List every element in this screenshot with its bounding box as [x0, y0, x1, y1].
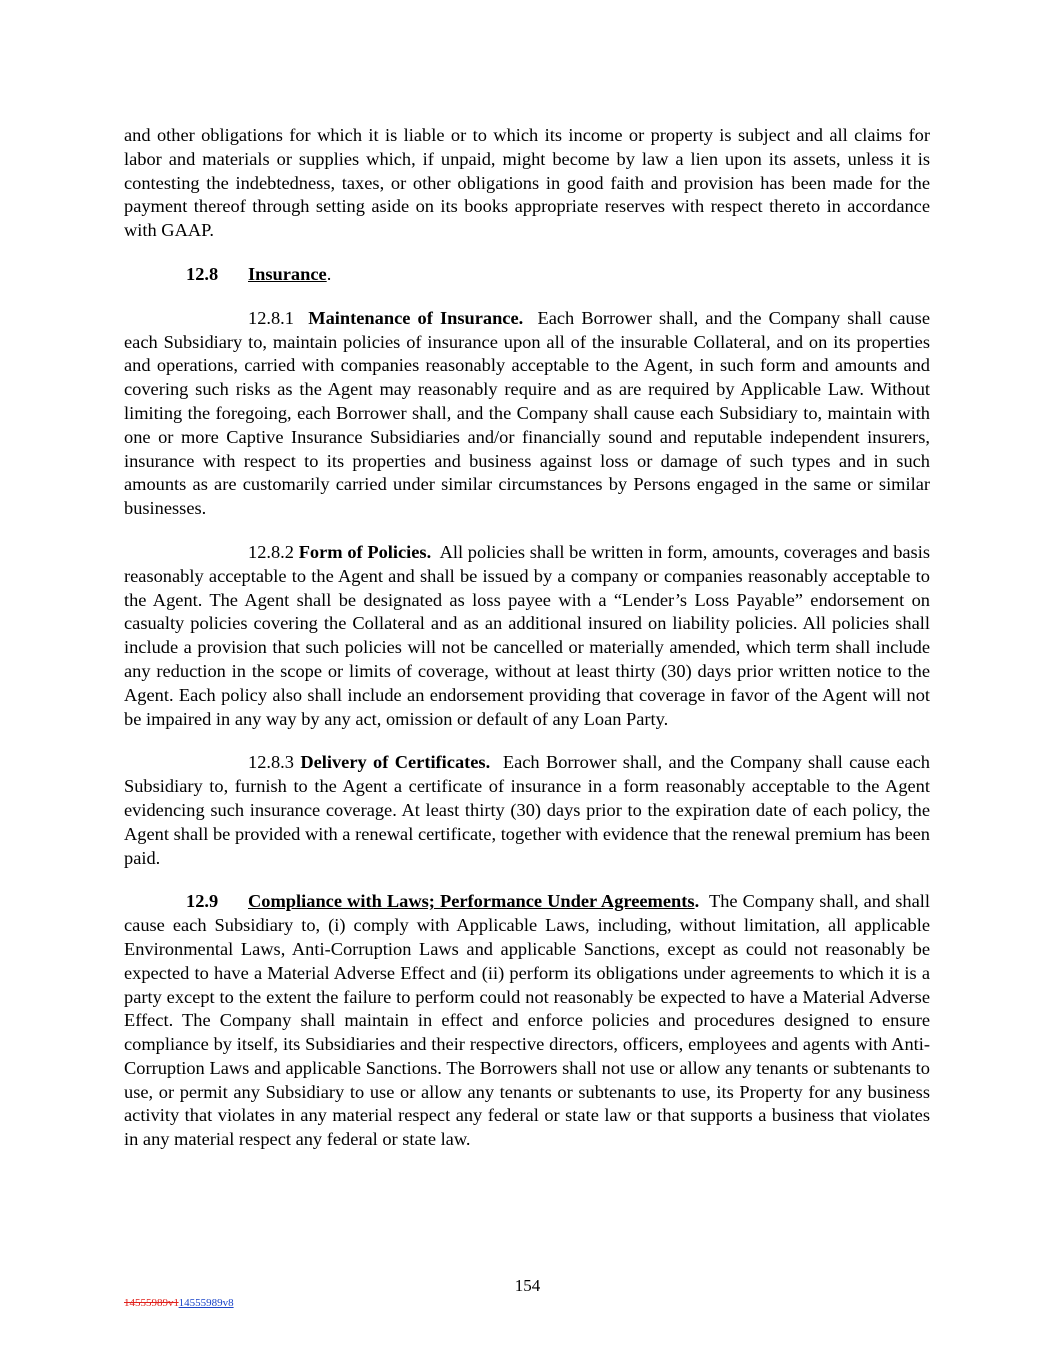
- section-12-8-heading: [124, 263, 930, 287]
- document-id: [124, 1297, 234, 1309]
- subsection-body: All policies shall be written in form, amounts, coverages and basis reasonably acceptable to the Agent and shall be issued by a company or companies reasonably acceptable to the Agent. The Agent shall be designated as loss payee with a “Lender’s Loss Payable” endorsement on casualty policies covering the Collateral and as an additional insured on liability policies. All policies shall include a provision that such policies will not be cancelled or materially amended, which term shall include any reduction in the scope or limits of coverage, without at least thirty (30) days prior written notice to the Agent. Each policy also shall include an endorsement providing that coverage in favor of the Agent will not be impaired in any way by any act, omission or default of any Loan Party.: [124, 541, 930, 729]
- page-number: 154: [514, 1276, 541, 1295]
- subsection-body: Each Borrower shall, and the Company shall cause each Subsidiary to, maintain policies of insurance upon all of the insurable Collateral, and on its properties and operations, carried with companies reasonably acceptable to the Agent, in such form and amounts and covering such risks as the Agent may reasonably require and as are required by Applicable Law. Without limiting the foregoing, each Borrower shall, and the Company shall cause each Subsidiary to, maintain with one or more Captive Insurance Subsidiaries and/or financially sound and reputable independent insurers, insurance with respect to its properties and business against loss or damage of such types and in such amounts as are customarily carried under similar circumstances by Persons engaged in the same or similar businesses.: [124, 307, 930, 519]
- section-number: 12.9: [186, 891, 219, 912]
- document-id-deleted: 14555989v1: [124, 1297, 179, 1309]
- section-12-8-3: [124, 751, 930, 870]
- section-title-suffix: .: [694, 891, 700, 912]
- section-title: Compliance with Laws; Performance Under Agreements: [248, 891, 695, 912]
- section-12-9: [124, 890, 930, 1152]
- subsection-number: 12.8.3: [248, 752, 294, 773]
- section-12-8-2: [124, 541, 930, 731]
- subsection-title: Delivery of Certificates.: [300, 752, 491, 773]
- paragraph-intro: and other obligations for which it is liable or to which its income or property is subject and all claims for labor and materials or supplies which, if unpaid, might become by law a lien upon its assets, unless it is contesting the indebtedness, taxes, or other obligations in good faith and provision has been made for the payment thereof through setting aside on its books appropriate reserves with respect thereto in accordance with GAAP.: [124, 125, 930, 241]
- section-number: 12.8: [186, 263, 219, 284]
- subsection-body: Each Borrower shall, and the Company shall cause each Subsidiary to, furnish to the Agent a certificate of insurance in a form reasonably acceptable to the Agent evidencing such insurance coverage. At least thirty (30) days prior to the expiration date of each policy, the Agent shall be provided with a renewal certificate, together with evidence that the renewal premium has been paid.: [124, 752, 930, 868]
- section-body: The Company shall, and shall cause each Subsidiary to, (i) comply with Applicable Laws, including, without limitation, all applicable Environmental Laws, Anti-Corruption Laws and applicable Sanctions, except as could not reasonably be expected to have a Material Adverse Effect and (ii) perform its obligations under agreements to which it is a party except to the extent the failure to perform could not reasonably be expected to have a Material Adverse Effect. The Company shall maintain in effect and enforce policies and procedures designed to ensure compliance by itself, its Subsidiaries and their respective directors, officers, employees and agents with Anti-Corruption Laws and applicable Sanctions. The Borrowers shall not use or allow any tenants or subtenants to use, or permit any Subsidiary to use or allow any tenants or subtenants to use, its Property for any business activity that violates in any material respect any federal or state law or that supports a business that violates in any material respect any federal or state law.: [124, 891, 930, 1150]
- section-title: Insurance: [248, 263, 327, 284]
- document-id-inserted: 14555989v8: [178, 1297, 234, 1309]
- subsection-number: 12.8.1: [248, 307, 294, 328]
- subsection-title: Form of Policies.: [298, 541, 432, 562]
- section-12-8-1: [124, 307, 930, 521]
- section-title-suffix: .: [326, 263, 332, 284]
- subsection-title: Maintenance of Insurance.: [308, 307, 524, 328]
- subsection-number: 12.8.2: [248, 541, 294, 562]
- document-page: [124, 124, 930, 1172]
